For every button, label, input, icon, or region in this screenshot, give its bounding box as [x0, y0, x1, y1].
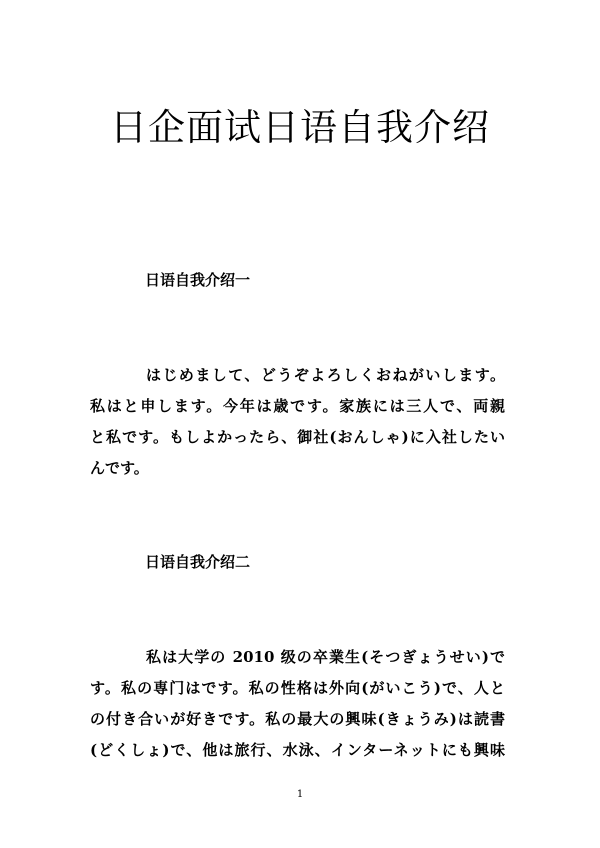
paragraph-line: (どくしょ)で、他は旅行、水泳、インターネットにも興味 — [90, 741, 505, 759]
section-heading-1: 日语自我介绍一 — [145, 271, 251, 289]
paragraph-line: 私は大学の 2010 级の卒業生(そつぎょうせい)で — [146, 648, 505, 666]
page-title: 日企面试日语自我介绍 — [110, 106, 490, 149]
paragraph-line: んです。 — [90, 459, 149, 477]
section-1-paragraph — [90, 360, 505, 484]
paragraph-line: す。私の専门はです。私の性格は外向(がいこう)で、人と — [90, 679, 505, 697]
section-2-paragraph — [90, 642, 505, 766]
section-heading-2: 日语自我介绍二 — [145, 553, 251, 571]
paragraph-line: と私です。もしよかったら、御社(おんしゃ)に入社したい — [90, 428, 505, 446]
page-number: 1 — [296, 789, 304, 800]
paragraph-line: はじめまして、どうぞよろしくおねがいします。 — [146, 366, 505, 384]
paragraph-line: 私はと申します。今年は歳です。家族には三人で、両親 — [90, 397, 505, 415]
paragraph-line: の付き合いが好きです。私の最大の興味(きょうみ)は読書 — [90, 710, 505, 728]
